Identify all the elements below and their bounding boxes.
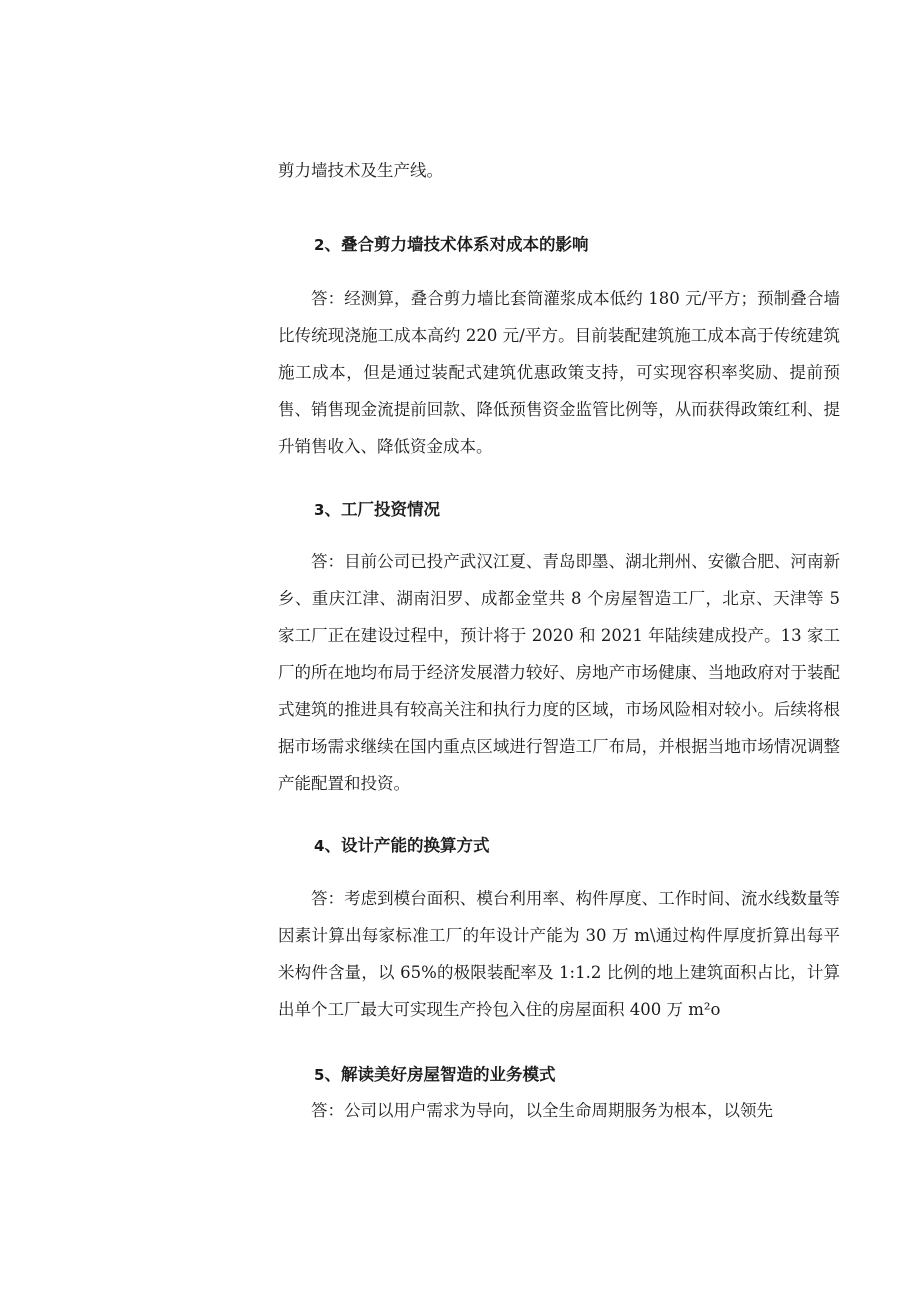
section-body-3: 答：目前公司已投产武汉江夏、青岛即墨、湖北荆州、安徽合肥、河南新乡、重庆江津、湖南汨罗、成都金堂共 8 个房屋智造工厂，北京、天津等 5 家工厂正在建设过程中，预计将于 2020 和 2021 年陆续建成投产。13 家工厂的所在地均布局于经济发展潜力较好、房地产市场健康、当地政府对于装配式建筑的推进具有较高关注和执行力度的区域，市场风险相对较小。后续将根据市场需求继续在国内重点区域进行智造工厂布局，并根据当地市场情况调整产能配置和投资。: [278, 552, 840, 793]
section-number: 5: [314, 1066, 325, 1084]
section-number: 4: [314, 837, 325, 855]
section-title: 、工厂投资情况: [324, 500, 440, 519]
section-body-2: 答：经测算，叠合剪力墙比套筒灌浆成本低约 180 元/平方；预制叠合墙比传统现浇施工成本高约 220 元/平方。目前装配建筑施工成本高于传统建筑施工成本，但是通过装配式建筑优惠政策支持，可实现容积率奖励、提前预售、销售现金流提前回款、降低预售资金监管比例等，从而获得政策红利、提升销售收入、降低资金成本。: [278, 289, 840, 456]
section-heading-4: [314, 835, 489, 857]
section-heading-2: [314, 234, 588, 256]
section-number: 3: [314, 501, 325, 519]
section-title: 、叠合剪力墙技术体系对成本的影响: [324, 235, 589, 254]
section-heading-5: [314, 1064, 555, 1086]
section-title: 、设计产能的换算方式: [324, 836, 490, 855]
section-body-5: 答：公司以用户需求为导向，以全生命周期服务为根本，以领先: [311, 1101, 773, 1120]
section-number: 2: [314, 236, 325, 254]
section-heading-3: [314, 499, 440, 521]
section-title: 、解读美好房屋智造的业务模式: [324, 1065, 556, 1084]
continuation-line: 剪力墙技术及生产线。: [278, 161, 443, 180]
section-body-4: 答：考虑到模台面积、模台利用率、构件厚度、工作时间、流水线数量等因素计算出每家标准工厂的年设计产能为 30 万 m\通过构件厚度折算出每平米构件含量，以 65%的极限装配率及 1:1.2 比例的地上建筑面积占比，计算出单个工厂最大可实现生产拎包入住的房屋面积 400 万 m²o: [278, 889, 840, 1019]
